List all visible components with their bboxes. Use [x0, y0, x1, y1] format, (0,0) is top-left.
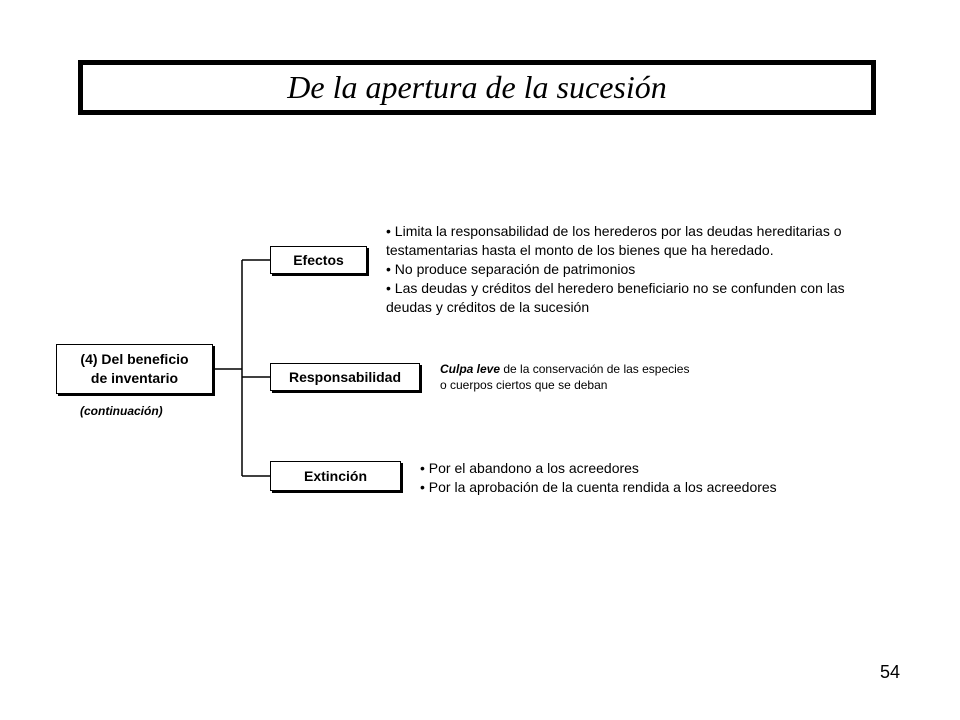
- node-extincion: [270, 461, 401, 491]
- responsabilidad-rest: de la conservación de las especies: [500, 362, 690, 376]
- extincion-description: [420, 459, 820, 497]
- efectos-description: [386, 222, 866, 317]
- efectos-bullet: • Las deudas y créditos del heredero beneficiario no se confunden con las deudas y créditos de la sucesión: [386, 280, 845, 315]
- root-subtitle: (continuación): [80, 404, 163, 418]
- efectos-bullet: • No produce separación de patrimonios: [386, 261, 636, 277]
- efectos-bullet: • Limita la responsabilidad de los herederos por las deudas hereditarias o testamentarias hasta el monto de los bienes que ha heredado.: [386, 223, 842, 258]
- root-line-2: de inventario: [90, 370, 179, 386]
- responsabilidad-line-2: o cuerpos ciertos que se deban: [440, 378, 608, 392]
- extincion-bullet: • Por el abandono a los acreedores: [420, 460, 639, 476]
- node-extincion-label: Extinción: [303, 468, 367, 484]
- extincion-bullet: • Por la aprobación de la cuenta rendida a los acreedores: [420, 479, 777, 495]
- root-line-1: (4) Del beneficio: [80, 351, 189, 367]
- responsabilidad-description: [440, 361, 740, 393]
- node-responsabilidad-label: Responsabilidad: [288, 369, 402, 385]
- page-title: De la apertura de la sucesión: [287, 69, 667, 105]
- root-node: [56, 344, 213, 394]
- node-efectos-label: Efectos: [293, 252, 344, 268]
- node-efectos: [270, 246, 367, 274]
- node-responsabilidad: [270, 363, 420, 391]
- responsabilidad-lead: Culpa leve: [440, 362, 501, 376]
- responsabilidad-line-1: [440, 361, 740, 377]
- page-number: 54: [880, 662, 901, 682]
